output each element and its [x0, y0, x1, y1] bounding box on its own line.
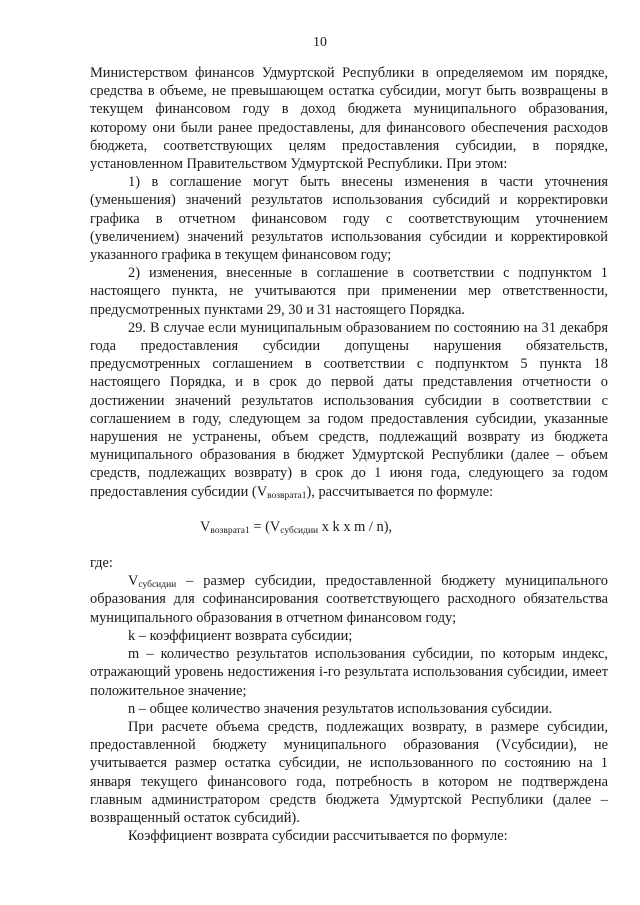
paragraph-item-29: [90, 319, 608, 501]
formula-lhs-subscript: возврата1: [210, 525, 250, 536]
document-body: [90, 64, 608, 845]
formula-lhs: V: [200, 518, 211, 535]
paragraph-item-29-end: ), рассчитывается по формуле:: [306, 483, 494, 500]
definition-m: m – количество результатов использования субсидии, по которым индекс, отражающий уровень недостижения i-го результата использования субсидии, имеет положительное значение;: [90, 646, 608, 699]
formula-return-volume: [90, 518, 608, 536]
definition-v-subscript: субсидии: [138, 580, 177, 591]
paragraph-subpoint-1: 1) в соглашение могут быть внесены изменения в части уточнения (уменьшения) значений результатов использования субсидий и корректировки графика в отчетном финансовом году с соответствующим уточнением (увеличением) значений результатов использования субсидии и корректировкой указанного графика в текущем финансовом году;: [90, 174, 608, 264]
paragraph-subpoint-2: 2) изменения, внесенные в соглашение в соответствии с подпунктом 1 настоящего пункта, не учитываются при применении мер ответственности, предусмотренных пунктами 29, 30 и 31 настоящего Порядка.: [90, 265, 608, 318]
subscript-return: возврата1: [267, 490, 307, 501]
formula-rhs-subscript: субсидии: [280, 525, 319, 536]
definition-v-symbol: V: [128, 573, 139, 590]
definition-n: n – общее количество значения результатов использования субсидии.: [128, 700, 553, 717]
formula-equals: = (V: [249, 518, 281, 535]
page-number: 10: [313, 35, 327, 50]
paragraph-item-29-text: 29. В случае если муниципальным образованием по состоянию на 31 декабря года предоставления субсидии допущены нарушения обязательств, предусмотренных соглашением в соответствии с подпунктом 5 пункта 18 настоящего Порядка, и в срок до первой даты представления отчетности о достижении значений результатов использования субсидии в соответствии с соглашением в году, следующем за годом предоставления субсидии, указанные нарушения не устранены, объем средств, подлежащий возврату из бюджета муниципального образования в бюджет Удмуртской Республики (далее – объем средств, подлежащих возврату) в срок до 1 июня года, следующего за годом предоставления субсидии (V: [90, 319, 608, 500]
paragraph-calculation-note: При расчете объема средств, подлежащих возврату, в размере субсидии, предоставленной бюджету муниципального образования (Vсубсидии), не учитывается размер остатка субсидии, не использованного по состоянию на 1 января текущего финансового года, потребность в котором не подтверждена главным администратором средств бюджета Удмуртской Республики (далее – возвращенный остаток субсидий).: [90, 718, 608, 826]
paragraph-coefficient-intro: Коэффициент возврата субсидии рассчитывается по формуле:: [128, 828, 508, 845]
definition-k: k – коэффициент возврата субсидии;: [128, 627, 353, 644]
paragraph-continuation: Министерством финансов Удмуртской Республики в определяемом им порядке, средства в объеме, не превышающем остатка субсидии, могут быть возвращены в текущем финансовом году в доход бюджета муниципального образования, которому они были ранее предоставлены, для финансового обеспечения расходов бюджета, соответствующих целям предоставления субсидии, в порядке, установленном Правительством Удмуртской Республики. При этом:: [90, 65, 608, 173]
formula-rhs: x k x m / n),: [318, 518, 393, 535]
where-label: где:: [90, 555, 113, 572]
definition-v-text: – размер субсидии, предоставленной бюджету муниципального образования для софинансирования соответствующего расходного обязательства муниципального образования в отчетном финансовом году;: [90, 573, 608, 626]
definition-v-subsidy: [90, 572, 608, 627]
